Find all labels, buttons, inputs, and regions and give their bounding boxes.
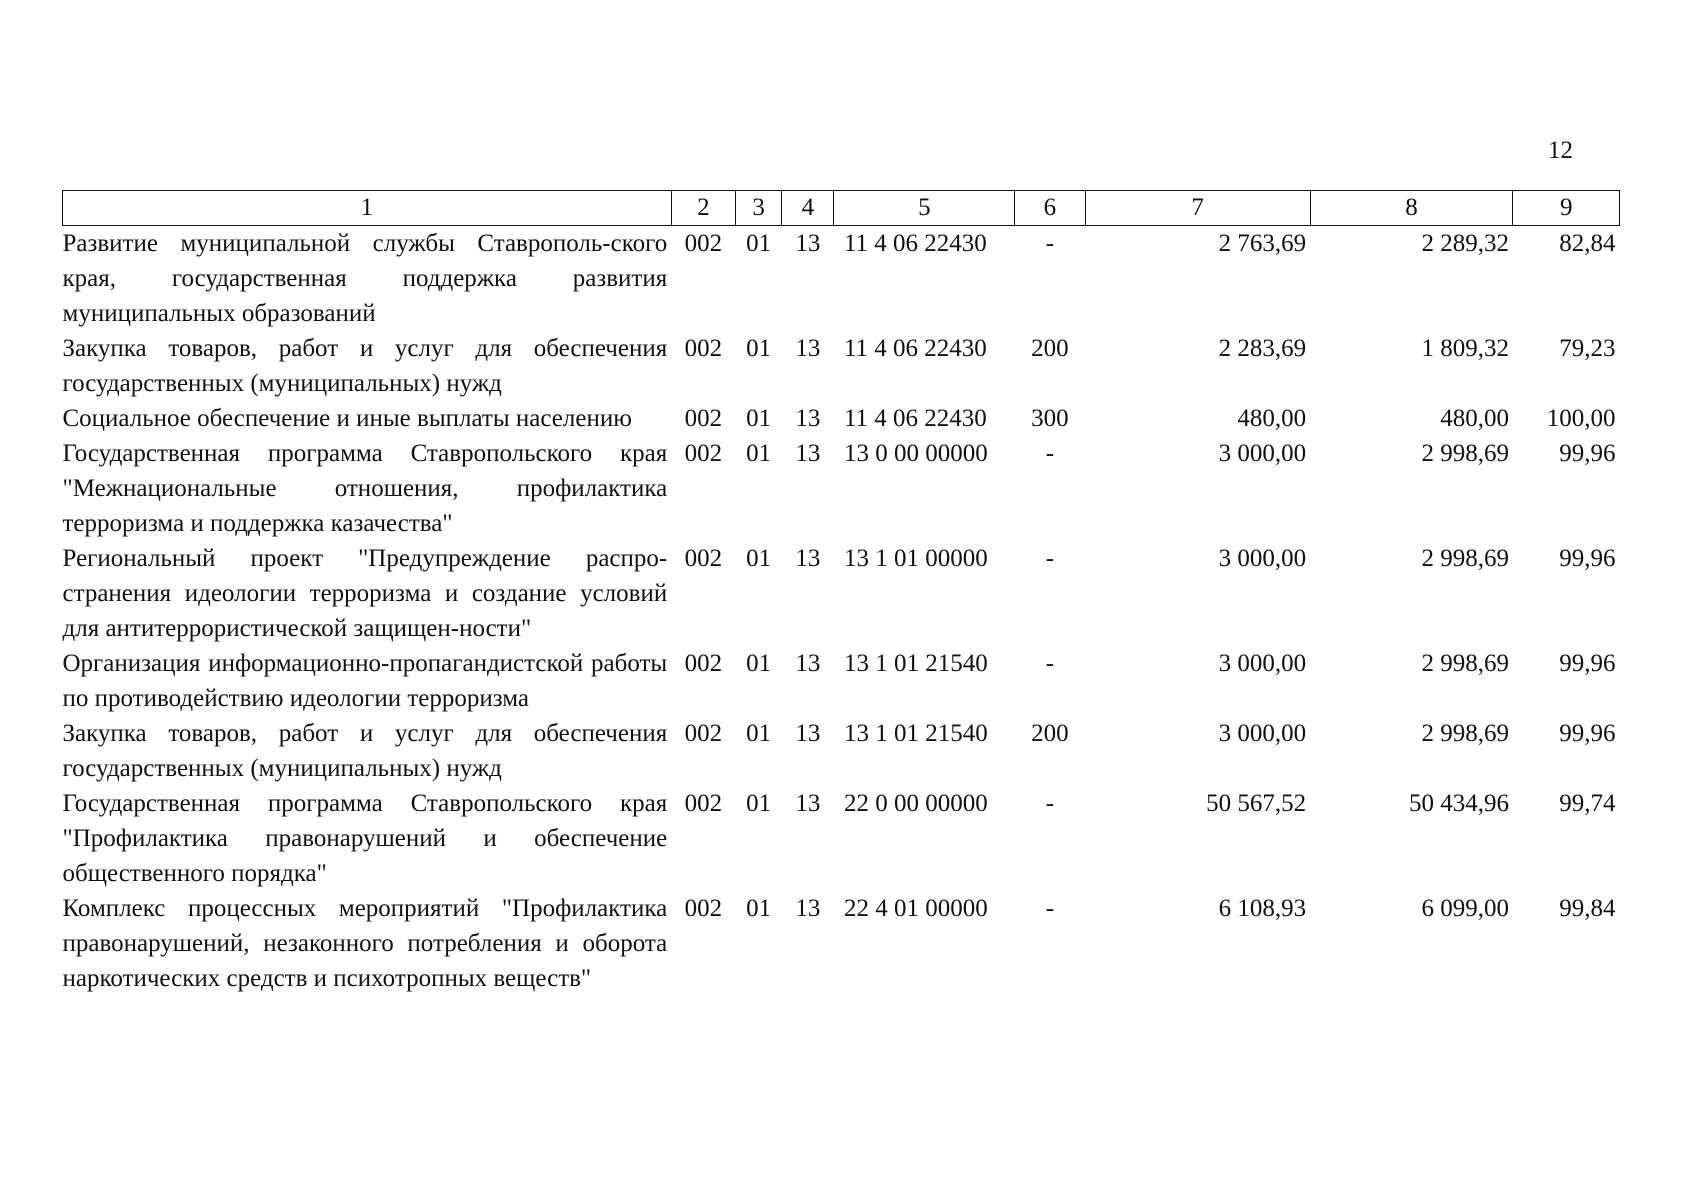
- cell-executed: 6 099,00: [1421, 895, 1509, 922]
- cell-executed: 480,00: [1440, 405, 1509, 432]
- cell-subsection: 13: [795, 895, 821, 922]
- cell-target-article: 22 4 01 00000: [843, 895, 988, 922]
- cell-expense-type: 200: [1031, 720, 1069, 747]
- table-row: [63, 401, 1620, 436]
- cell-planned: 3 000,00: [1218, 440, 1307, 467]
- cell-percent: 99,96: [1559, 650, 1616, 677]
- cell-percent: 99,96: [1559, 720, 1616, 747]
- budget-table: [62, 190, 1620, 996]
- header-col-6: 6: [1015, 191, 1085, 226]
- cell-expense-type: -: [1045, 895, 1055, 922]
- table-row: [63, 331, 1620, 401]
- cell-section: 01: [746, 790, 772, 817]
- cell-executed: 50 434,96: [1408, 790, 1509, 817]
- cell-planned: 480,00: [1237, 405, 1307, 432]
- cell-ministry-code: 002: [684, 720, 723, 747]
- cell-percent: 99,84: [1559, 895, 1616, 922]
- header-col-5: 5: [834, 191, 1015, 226]
- cell-executed: 1 809,32: [1421, 335, 1509, 362]
- row-name: Развитие муниципальной службы Ставрополь-ского края, государственная поддержка развития муниципальных образований: [62, 230, 668, 327]
- header-col-7: 7: [1085, 191, 1310, 226]
- cell-expense-type: -: [1045, 545, 1055, 572]
- cell-target-article: 13 1 01 21540: [843, 720, 988, 747]
- row-name: Социальное обеспечение и иные выплаты населению: [62, 405, 632, 432]
- cell-ministry-code: 002: [684, 790, 723, 817]
- cell-section: 01: [746, 230, 772, 257]
- cell-planned: 2 283,69: [1218, 335, 1307, 362]
- cell-expense-type: -: [1045, 230, 1055, 257]
- table-row: [63, 646, 1620, 716]
- cell-section: 01: [746, 545, 772, 572]
- cell-section: 01: [746, 405, 772, 432]
- cell-planned: 50 567,52: [1206, 790, 1307, 817]
- cell-target-article: 22 0 00 00000: [843, 790, 988, 817]
- cell-section: 01: [746, 440, 772, 467]
- cell-executed: 2 998,69: [1421, 440, 1509, 467]
- row-name: Государственная программа Ставропольского края "Межнациональные отношения, профилактика терроризма и поддержка казачества": [62, 440, 668, 537]
- cell-percent: 99,96: [1559, 440, 1616, 467]
- row-name: Государственная программа Ставропольского края "Профилактика правонарушений и обеспечение общественного порядка": [62, 790, 668, 887]
- table-row: [63, 891, 1620, 996]
- cell-percent: 82,84: [1559, 230, 1616, 257]
- cell-executed: 2 998,69: [1421, 545, 1509, 572]
- header-col-9: 9: [1513, 191, 1620, 226]
- cell-ministry-code: 002: [684, 405, 723, 432]
- cell-target-article: 13 1 01 00000: [843, 545, 988, 572]
- cell-expense-type: -: [1045, 650, 1055, 677]
- cell-ministry-code: 002: [684, 335, 723, 362]
- cell-subsection: 13: [795, 335, 821, 362]
- table-row: [63, 226, 1620, 332]
- header-col-1: 1: [63, 191, 672, 226]
- cell-subsection: 13: [795, 405, 821, 432]
- cell-executed: 2 998,69: [1421, 650, 1509, 677]
- cell-target-article: 11 4 06 22430: [843, 405, 987, 432]
- header-col-8: 8: [1310, 191, 1513, 226]
- table-row: [63, 436, 1620, 541]
- header-col-4: 4: [782, 191, 834, 226]
- table-row: [63, 541, 1620, 646]
- cell-target-article: 13 0 00 00000: [843, 440, 988, 467]
- table-row: [63, 716, 1620, 786]
- row-name: Закупка товаров, работ и услуг для обеспечения государственных (муниципальных) нужд: [62, 720, 668, 782]
- cell-planned: 3 000,00: [1218, 545, 1307, 572]
- cell-ministry-code: 002: [684, 895, 723, 922]
- cell-subsection: 13: [795, 545, 821, 572]
- header-col-2: 2: [671, 191, 735, 226]
- table-header-row: [63, 191, 1620, 226]
- cell-planned: 2 763,69: [1218, 230, 1307, 257]
- cell-expense-type: 200: [1031, 335, 1069, 362]
- cell-subsection: 13: [795, 650, 821, 677]
- cell-section: 01: [746, 650, 772, 677]
- cell-executed: 2 289,32: [1421, 230, 1509, 257]
- cell-target-article: 11 4 06 22430: [843, 230, 987, 257]
- row-name: Региональный проект "Предупреждение распро-странения идеологии терроризма и создание условий для антитеррористической защищен-ности": [62, 545, 668, 642]
- row-name: Комплекс процессных мероприятий "Профилактика правонарушений, незаконного потребления и оборота наркотических средств и психотропных веществ": [62, 895, 668, 992]
- cell-ministry-code: 002: [684, 440, 723, 467]
- cell-section: 01: [746, 720, 772, 747]
- cell-ministry-code: 002: [684, 230, 723, 257]
- header-col-3: 3: [736, 191, 782, 226]
- cell-expense-type: 300: [1031, 405, 1069, 432]
- cell-expense-type: -: [1045, 440, 1055, 467]
- cell-ministry-code: 002: [684, 650, 723, 677]
- cell-executed: 2 998,69: [1421, 720, 1509, 747]
- row-name: Закупка товаров, работ и услуг для обеспечения государственных (муниципальных) нужд: [62, 335, 668, 397]
- cell-percent: 99,74: [1559, 790, 1616, 817]
- cell-subsection: 13: [795, 790, 821, 817]
- cell-subsection: 13: [795, 440, 821, 467]
- cell-target-article: 11 4 06 22430: [843, 335, 987, 362]
- cell-ministry-code: 002: [684, 545, 723, 572]
- cell-expense-type: -: [1045, 790, 1055, 817]
- cell-section: 01: [746, 895, 772, 922]
- cell-percent: 79,23: [1559, 335, 1616, 362]
- table-row: [63, 786, 1620, 891]
- cell-planned: 3 000,00: [1218, 650, 1307, 677]
- cell-planned: 3 000,00: [1218, 720, 1307, 747]
- row-name: Организация информационно-пропагандистской работы по противодействию идеологии терроризма: [62, 650, 668, 712]
- cell-percent: 100,00: [1546, 405, 1616, 432]
- page-number: 12: [1548, 137, 1573, 164]
- cell-section: 01: [746, 335, 772, 362]
- cell-planned: 6 108,93: [1218, 895, 1307, 922]
- cell-subsection: 13: [795, 720, 821, 747]
- cell-target-article: 13 1 01 21540: [843, 650, 988, 677]
- cell-percent: 99,96: [1559, 545, 1616, 572]
- cell-subsection: 13: [795, 230, 821, 257]
